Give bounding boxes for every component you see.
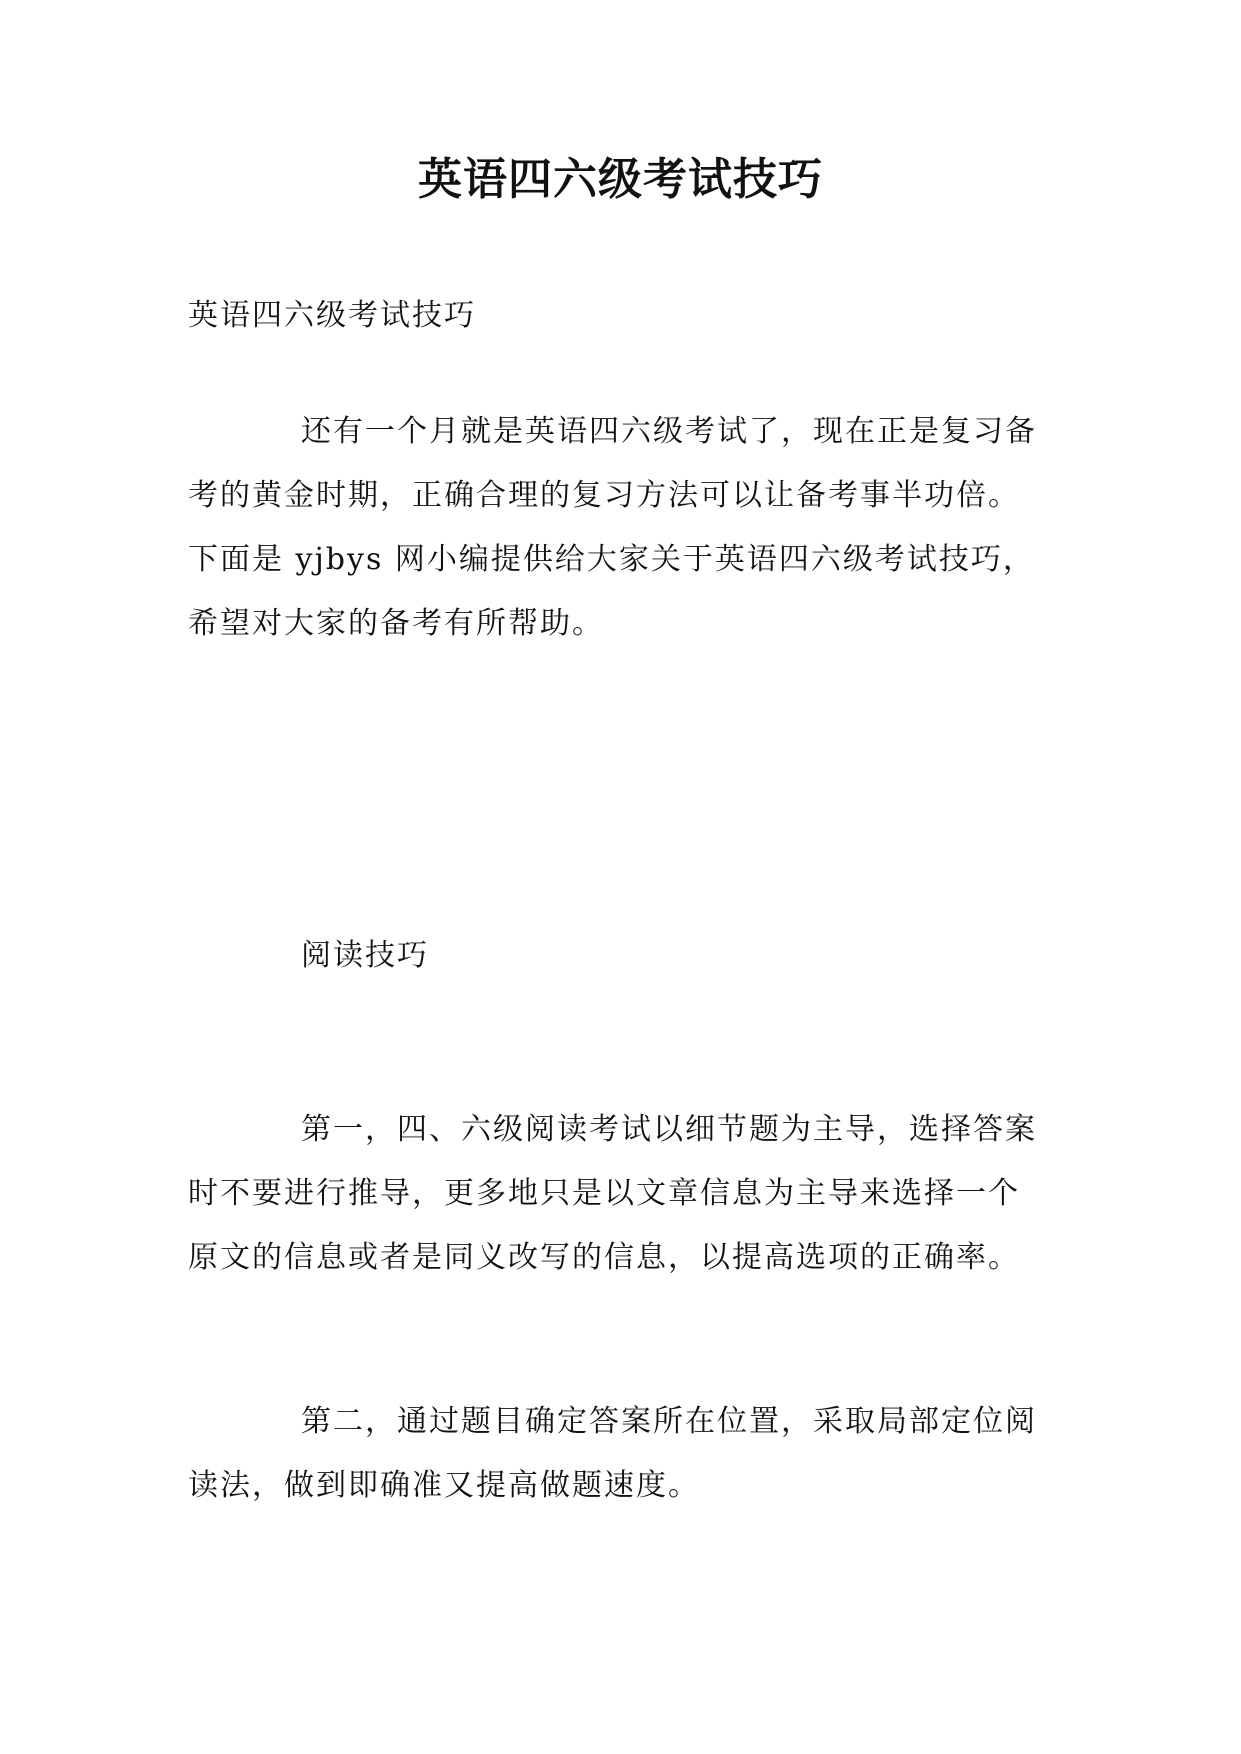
document-title: 英语四六级考试技巧 [418,154,823,205]
tip2-line: 读法，做到即确准又提高做题速度。 [188,1468,700,1503]
intro-line: 下面是 yjbys 网小编提供给大家关于英语四六级考试技巧， [188,542,1035,577]
tip1-line: 原文的信息或者是同义改写的信息，以提高选项的正确率。 [188,1240,1020,1275]
tip-paragraph-1 [188,1098,1068,1290]
document-subtitle: 英语四六级考试技巧 [188,298,476,333]
intro-line: 希望对大家的备考有所帮助。 [188,606,604,641]
tip1-line: 时不要进行推导，更多地只是以文章信息为主导来选择一个 [188,1176,1020,1211]
intro-paragraph [188,400,1068,656]
tip2-line: 第二，通过题目确定答案所在位置，采取局部定位阅 [301,1404,1037,1439]
tip-paragraph-2 [188,1390,1068,1518]
section-heading-reading: 阅读技巧 [301,938,429,973]
tip1-line: 第一，四、六级阅读考试以细节题为主导，选择答案 [301,1112,1037,1147]
intro-line: 考的黄金时期，正确合理的复习方法可以让备考事半功倍。 [188,478,1020,513]
intro-line: 还有一个月就是英语四六级考试了，现在正是复习备 [301,414,1037,449]
